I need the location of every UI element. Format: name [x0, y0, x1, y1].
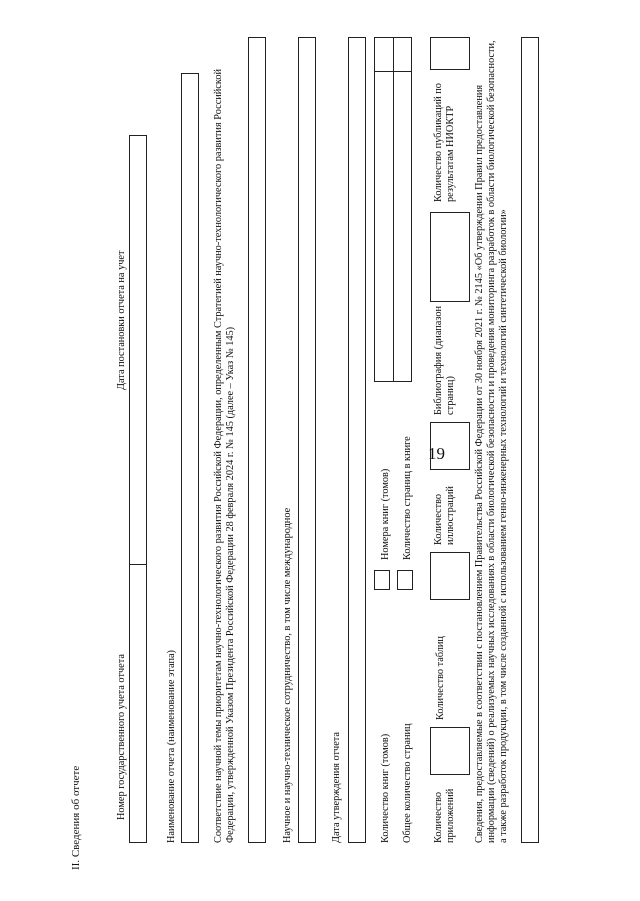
biosafety-field[interactable] [521, 37, 539, 843]
report-info-form [58, 25, 558, 870]
cooperation-label: Научное и научно-техническое сотрудничество, в том числе международное [282, 507, 293, 843]
approval-date-label: Дата утверждения отчета [331, 732, 342, 843]
section-title: II. Сведения об отчете [70, 765, 82, 870]
books-count-label: Количество книг (томов) [380, 733, 391, 843]
registration-number-field[interactable] [129, 135, 147, 843]
pages-in-book-label: Количество страниц в книге [402, 436, 413, 560]
report-name-label: Наименование отчета (наименование этапа) [166, 650, 177, 843]
page-number: 19 [428, 444, 445, 463]
tables-label: Количество таблиц [435, 636, 446, 720]
registration-date-label: Дата постановки отчета на учет [116, 250, 127, 390]
priorities-label: Соответствие научной темы приоритетам научно-технологического развития Российской Федерации, определенным Стратегией научно-технологического развития Российской Федерации, утвержденной Указом Президента Российской Федерации 28 февраля 2024 г. № 145 (далее – Указ № 145) [213, 69, 236, 843]
illustrations-field[interactable] [430, 422, 470, 470]
report-name-field[interactable] [181, 73, 199, 843]
approval-date-field[interactable] [348, 37, 366, 843]
books-count-field[interactable] [374, 570, 390, 590]
tables-field[interactable] [430, 552, 470, 600]
appendices-field[interactable] [430, 727, 470, 775]
appendices-label: Количество приложений [433, 788, 456, 843]
total-pages-field[interactable] [397, 570, 413, 590]
biosafety-note: Сведения, предоставляемые в соответствии с постановлением Правительства Российской Федерации от 30 ноября 2021 г. № 2145 «Об утверждении Правил предоставления информации (сведений) о реализуемых научных исследованиях в области биологической безопасности и проведения мониторинга разработок в области биологической безопасности, а также разработок продукции, в том числе созданной с использованием генно-инженерных технологий и технологий синтетической биологии» [474, 40, 509, 843]
bibliography-label: Библиография (диапазон страниц) [433, 306, 456, 415]
bibliography-field[interactable] [430, 212, 470, 302]
books-numbers-label: Номера книг (томов) [380, 468, 391, 560]
priorities-field[interactable] [248, 37, 266, 843]
publications-label: Количество публикаций по результатам НИОКТР [433, 83, 456, 202]
registration-number-label: Номер государственного учета отчета [116, 654, 127, 820]
cooperation-field[interactable] [298, 37, 316, 843]
publications-field[interactable] [430, 37, 470, 70]
illustrations-label: Количество иллюстраций [433, 486, 456, 545]
total-pages-label: Общее количество страниц [402, 723, 413, 843]
